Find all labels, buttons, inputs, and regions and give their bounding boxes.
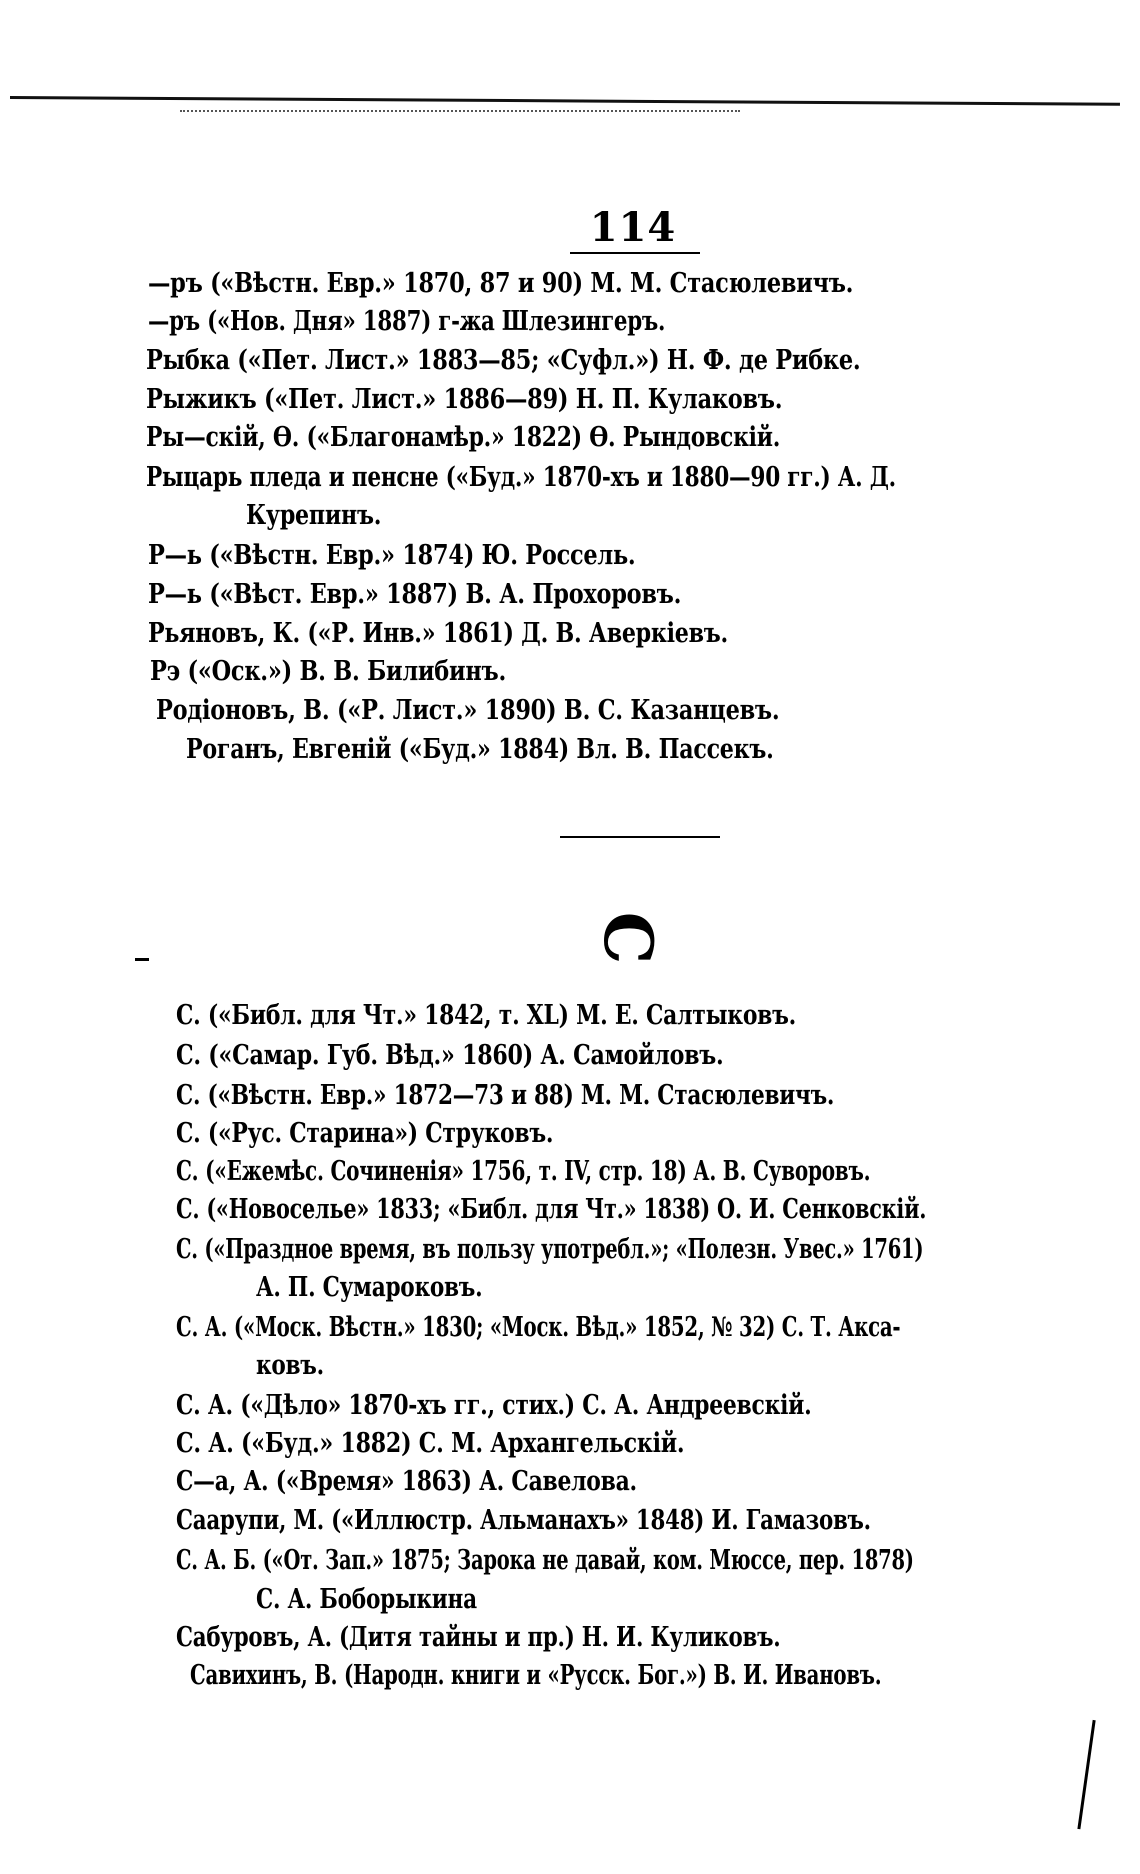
entry-line: Саарупи, М. («Иллюстр. Альманахъ» 1848) И. Гамазовъ.: [176, 1505, 871, 1536]
entry-line: С. («Вѣстн. Евр.» 1872—73 и 88) М. М. Стасюлевичъ.: [176, 1080, 835, 1111]
entry-line: С. («Праздное время, въ пользу употребл.»; «Полезн. Увес.» 1761): [176, 1234, 924, 1265]
entry-line: С. А. («Моск. Вѣстн.» 1830; «Моск. Вѣд.» 1852, № 32) С. Т. Акса-: [176, 1312, 901, 1343]
entry-line: Рыжикъ («Пет. Лист.» 1886—89) Н. П. Кулаковъ.: [146, 384, 783, 415]
entry-line: Рьяновъ, К. («Р. Инв.» 1861) Д. В. Аверкіевъ.: [148, 618, 728, 649]
entry-line: С. А. («Дѣло» 1870-хъ гг., стих.) С. А. Андреевскій.: [176, 1390, 812, 1421]
entry-line: —ръ («Нов. Дня» 1887) г-жа Шлезингеръ.: [148, 306, 666, 337]
margin-pen-stroke: [1077, 1720, 1101, 1830]
entry-line: Рэ («Оск.») В. В. Билибинъ.: [150, 656, 507, 687]
entry-line: ковъ.: [256, 1350, 324, 1381]
top-dotted-rule: [180, 110, 740, 112]
entry-line: С—а, А. («Время» 1863) А. Савелова.: [176, 1466, 637, 1497]
entry-line: С. («Новоселье» 1833; «Библ. для Чт.» 1838) О. И. Сенковскій.: [176, 1194, 927, 1225]
entry-line: Родіоновъ, В. («Р. Лист.» 1890) В. С. Казанцевъ.: [156, 695, 780, 726]
entry-line: Рыбка («Пет. Лист.» 1883—85; «Суфл.») Н. Ф. де Рибке.: [146, 345, 861, 376]
entry-line: Рыцарь пледа и пенсне («Буд.» 1870-хъ и 1880—90 гг.) А. Д.: [146, 462, 896, 493]
entry-line: С. («Рус. Старина») Струковъ.: [176, 1118, 554, 1149]
entry-line: Курепинъ.: [246, 500, 382, 531]
entry-line: С. («Ежемѣс. Сочиненія» 1756, т. IV, стр. 18) А. В. Суворовъ.: [176, 1156, 871, 1187]
entry-line: Ры—скій, Ѳ. («Благонамѣр.» 1822) Ѳ. Рындовскій.: [146, 422, 781, 453]
entry-line: С. («Самар. Губ. Вѣд.» 1860) А. Самойловъ.: [176, 1040, 724, 1071]
top-border-rule: [10, 96, 1120, 106]
entry-line: Роганъ, Евгеній («Буд.» 1884) Вл. В. Пассекъ.: [186, 734, 774, 765]
entry-line: С. А. Боборыкина: [256, 1584, 477, 1615]
entry-line: —ръ («Вѣстн. Евр.» 1870, 87 и 90) М. М. Стасюлевичъ.: [148, 268, 854, 299]
entry-line: А. П. Сумароковъ.: [256, 1272, 483, 1303]
section-divider: [560, 836, 720, 838]
page-number-underline: [570, 252, 700, 254]
entry-line: Сабуровъ, А. (Дитя тайны и пр.) Н. И. Куликовъ.: [176, 1622, 781, 1653]
entry-line: С. («Библ. для Чт.» 1842, т. XL) М. Е. Салтыковъ.: [176, 1000, 797, 1031]
entry-line: Р—ь («Вѣстн. Евр.» 1874) Ю. Россель.: [148, 540, 636, 571]
entry-line: С. А. Б. («От. Зап.» 1875; Зарока не давай, ком. Мюссе, пер. 1878): [176, 1545, 914, 1576]
entry-line: Р—ь («Вѣст. Евр.» 1887) В. А. Прохоровъ.: [148, 579, 682, 610]
section-letter: С: [589, 911, 667, 965]
entry-line: Савихинъ, В. (Народн. книги и «Русск. Бог.») В. И. Ивановъ.: [190, 1660, 882, 1691]
entry-line: С. А. («Буд.» 1882) С. М. Архангельскій.: [176, 1428, 685, 1459]
page-number: 114: [589, 204, 677, 251]
margin-mark: [135, 958, 149, 961]
